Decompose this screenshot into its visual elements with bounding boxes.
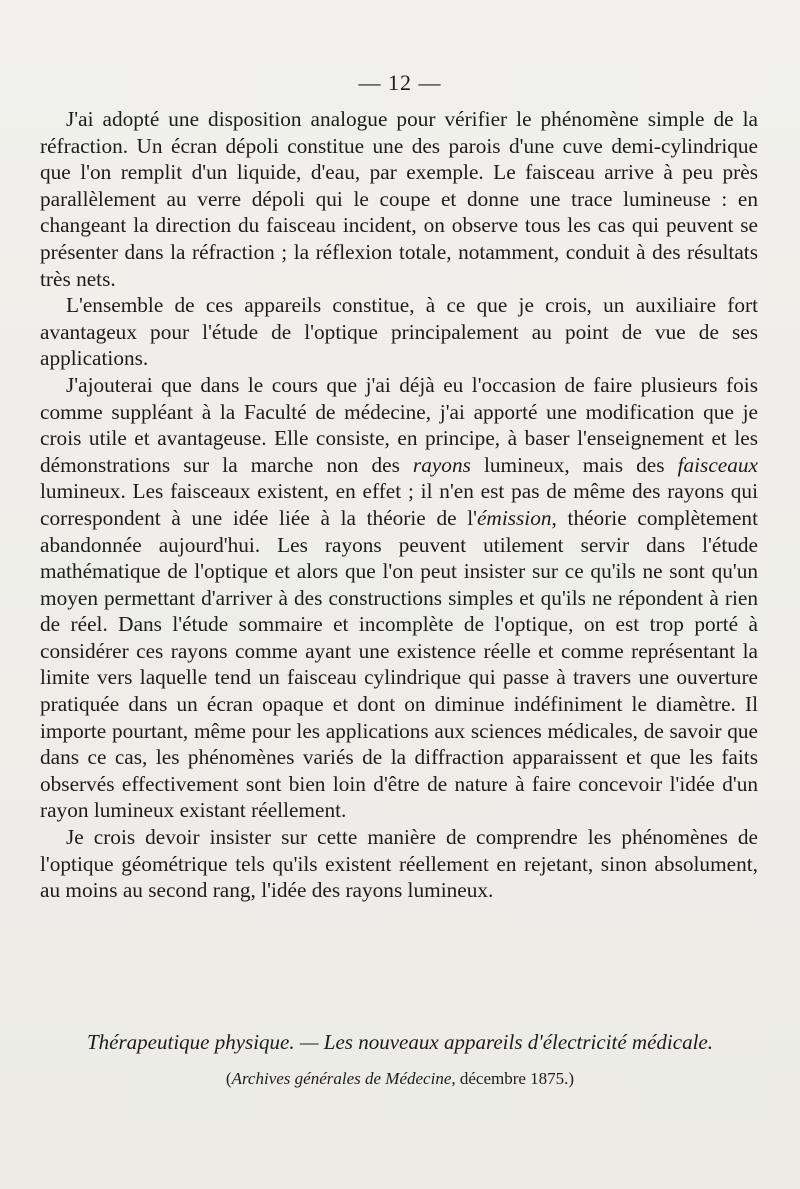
emphasis-emission: émission — [476, 505, 552, 530]
source-journal: Archives générales de Médecine, — [231, 1069, 456, 1088]
body-text — [40, 106, 758, 904]
paragraph-conclusion: Je crois devoir insister sur cette manière de comprendre les phénomènes de l'optique géométrique tels qu'ils existent réellement en rejetant, sinon absolument, au moins au second rang, l'idée des rayons lumineux. — [40, 825, 758, 903]
footer-source-citation — [0, 1069, 800, 1089]
emphasis-rayons: rayons — [412, 452, 471, 477]
footer-article-title: Thérapeutique physique. — Les nouveaux appareils d'électricité médicale. — [87, 1030, 713, 1054]
source-date: décembre 1875.) — [455, 1069, 575, 1088]
paragraph-appareils: L'ensemble de ces appareils constitue, à ce que je crois, un auxiliaire fort avantageux pour l'étude de l'optique principalement au point de vue de ses applications. — [40, 293, 758, 371]
paragraph-faisceaux-text-4: , théorie complètement abandonnée aujourd'hui. Les rayons peuvent utilement servir dans l'étude mathématique de l'optique et alors que l'on peut insister sur ce qu'ils ne sont qu'un moyen permettant d'arriver à des constructions simples et qu'ils ne répondent à rien de réel. Dans l'étude sommaire et incomplète de l'optique, on est trop porté à considérer ces rayons comme ayant une existence réelle et comme représentant la limite vers laquelle tend un faisceau cylindrique qui passe à travers une ouverture pratiquée dans un écran opaque et dont on diminue indéfiniment le diamètre. Il importe pourtant, même pour les applications aux sciences médicales, de savoir que dans ce cas, les phénomènes variés de la diffraction apparaissent et que les faits observés effectivement sont bien loin d'être de nature à faire concevoir l'idée d'un rayon lumineux existant réellement. — [40, 505, 758, 823]
page-number: — 12 — — [358, 70, 442, 95]
paragraph-faisceaux-text-2: lumineux, mais des — [470, 452, 678, 477]
emphasis-faisceaux: faisceaux — [677, 452, 758, 477]
paragraph-faisceaux — [40, 372, 758, 824]
paragraph-faisceaux-text-3: lumineux. Les faisceaux existent, en effet ; il n'en est pas de même des rayons qui correspondent à une idée liée à la théorie de l' — [40, 479, 758, 530]
paragraph-faisceaux-text-1: J'ajouterai que dans le cours que j'ai déjà eu l'occasion de faire plusieurs fois comme suppléant à la Faculté de médecine, j'ai apporté une modification que je crois utile et avantageuse. Elle consiste, en principe, à baser l'enseignement et les démonstrations sur la marche non des — [40, 372, 758, 477]
paragraph-refraction: J'ai adopté une disposition analogue pour vérifier le phénomène simple de la réfraction. Un écran dépoli constitue une des parois d'une cuve demi-cylindrique que l'on remplit d'un liquide, d'eau, par exemple. Le faisceau arrive à peu près parallèlement au verre dépoli qui le coupe et donne une trace lumineuse : en changeant la direction du faisceau incident, on observe tous les cas qui peuvent se présenter dans la réfraction ; la réflexion totale, notamment, conduit à des résultats très nets. — [40, 107, 758, 291]
source-open-paren: ( — [225, 1069, 232, 1088]
